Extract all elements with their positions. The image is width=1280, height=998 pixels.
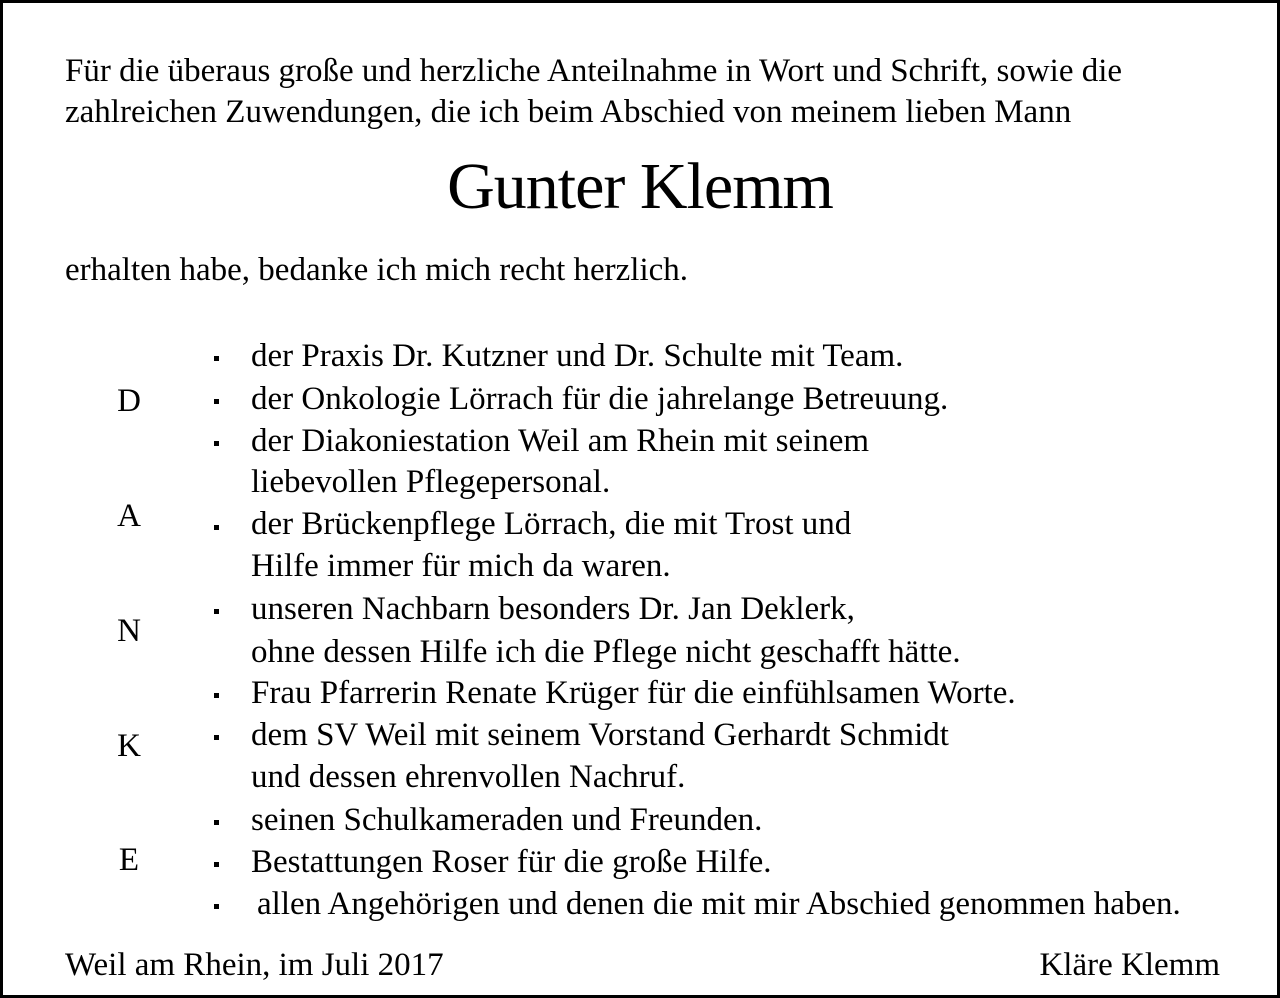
bullet-marker bbox=[214, 820, 219, 825]
thanks-item-6: Frau Pfarrerin Renate Krüger für die einfühlsamen Worte. bbox=[251, 675, 1016, 711]
intro-line-1: Für die überaus große und herzliche Anteilnahme in Wort und Schrift, sowie die bbox=[65, 53, 1123, 89]
thanks-item-8: seinen Schulkameraden und Freunden. bbox=[251, 802, 763, 838]
danke-letter-n: N bbox=[117, 613, 141, 649]
thanks-item-4-line-1: der Brückenpflege Lörrach, die mit Trost und bbox=[251, 506, 852, 542]
thanks-item-3-line-2: liebevollen Pflegepersonal. bbox=[251, 464, 611, 500]
thanks-item-9: Bestattungen Roser für die große Hilfe. bbox=[251, 844, 772, 880]
thanks-item-4-line-2: Hilfe immer für mich da waren. bbox=[251, 548, 671, 584]
danke-letter-e: E bbox=[118, 842, 140, 878]
signature-name: Kläre Klemm bbox=[1039, 947, 1220, 983]
place-and-date: Weil am Rhein, im Juli 2017 bbox=[65, 947, 444, 983]
thanks-item-10: allen Angehörigen und denen die mit mir Abschied genommen haben. bbox=[257, 886, 1181, 922]
thanks-item-1: der Praxis Dr. Kutzner und Dr. Schulte mit Team. bbox=[251, 338, 904, 374]
thanks-item-7-line-2: und dessen ehrenvollen Nachruf. bbox=[251, 759, 686, 795]
thanks-item-5-line-1: unseren Nachbarn besonders Dr. Jan Deklerk, bbox=[251, 591, 855, 627]
bullet-marker bbox=[214, 735, 219, 740]
thanks-item-2: der Onkologie Lörrach für die jahrelange Betreuung. bbox=[251, 381, 949, 417]
bullet-marker bbox=[214, 356, 219, 361]
bullet-marker bbox=[214, 609, 219, 614]
bullet-marker bbox=[214, 862, 219, 867]
bullet-marker bbox=[214, 441, 219, 446]
bullet-marker bbox=[214, 904, 219, 909]
deceased-name: Gunter Klemm bbox=[447, 150, 833, 223]
bullet-marker bbox=[214, 525, 219, 530]
intro-line-2: zahlreichen Zuwendungen, die ich beim Abschied von meinem lieben Mann bbox=[65, 94, 1072, 130]
bullet-marker bbox=[214, 693, 219, 698]
danke-letter-d: D bbox=[117, 383, 141, 419]
danke-letter-a: A bbox=[117, 498, 141, 534]
thanks-item-3-line-1: der Diakoniestation Weil am Rhein mit seinem bbox=[251, 423, 870, 459]
danke-letter-k: K bbox=[117, 728, 141, 764]
thanks-item-5-line-2: ohne dessen Hilfe ich die Pflege nicht geschafft hätte. bbox=[251, 634, 961, 670]
bullet-marker bbox=[214, 399, 219, 404]
closing-sentence: erhalten habe, bedanke ich mich recht herzlich. bbox=[65, 252, 689, 288]
thanks-item-7-line-1: dem SV Weil mit seinem Vorstand Gerhardt Schmidt bbox=[251, 717, 949, 753]
